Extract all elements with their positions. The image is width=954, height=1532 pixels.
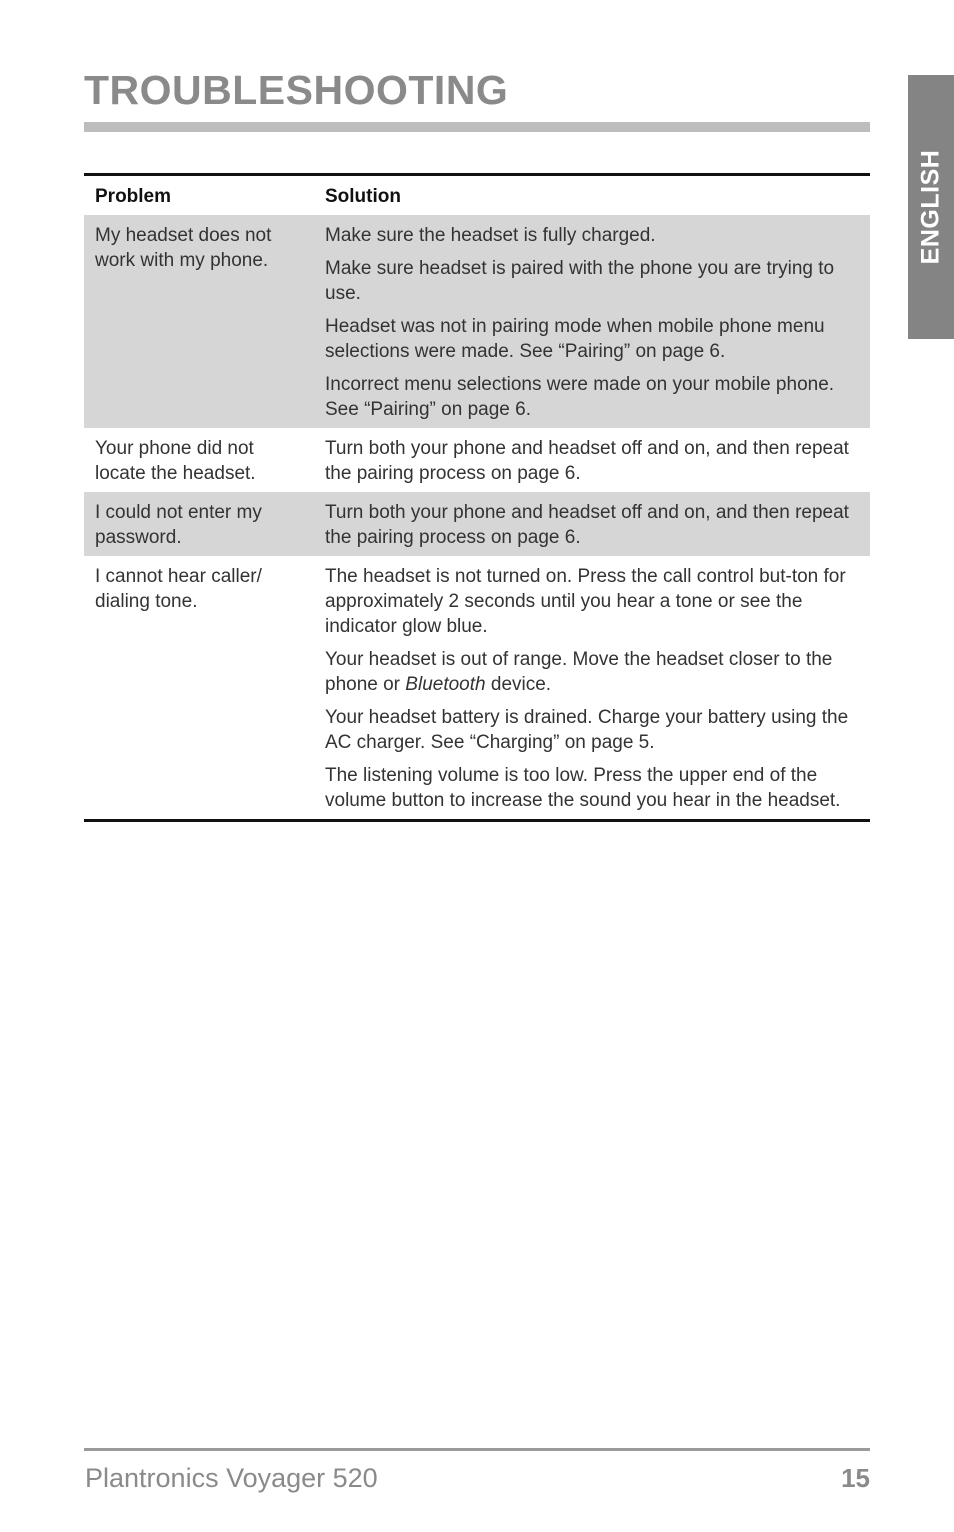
- problem-cell: I cannot hear caller/ dialing tone.: [95, 566, 262, 612]
- page-number: 15: [841, 1463, 870, 1493]
- solution-cell: [314, 428, 870, 492]
- solution-text: The headset is not turned on. Press the call control but-ton for approximately 2 seconds until you hear a tone or see the indicator glow blue.: [325, 566, 846, 637]
- solution-text: [325, 647, 859, 697]
- problem-cell: Your phone did not locate the headset.: [95, 438, 256, 484]
- table-header-row: [84, 175, 870, 216]
- solution-text: Incorrect menu selections were made on your mobile phone. See “Pairing” on page 6.: [325, 374, 835, 420]
- solution-text: The listening volume is too low. Press the upper end of the volume button to increase the sound you hear in the headset.: [325, 765, 841, 811]
- solution-text-part: Your headset is out of range. Move the headset closer to the phone or: [325, 649, 833, 695]
- solution-text-part: device.: [485, 674, 552, 695]
- language-tab-label: ENGLISH: [916, 149, 945, 265]
- title-divider: [84, 122, 870, 132]
- footer-product-name: Plantronics Voyager 520: [85, 1463, 378, 1493]
- solution-text-italic: Bluetooth: [405, 674, 486, 695]
- troubleshooting-table: [84, 173, 870, 822]
- table-body: [84, 215, 870, 821]
- solution-text: Your headset battery is drained. Charge your battery using the AC charger. See “Charging” on page 5.: [325, 707, 849, 753]
- solution-text: Make sure the headset is fully charged.: [325, 225, 656, 246]
- column-header-solution: Solution: [325, 186, 401, 207]
- solution-text: Headset was not in pairing mode when mobile phone menu selections were made. See “Pairing” on page 6.: [325, 316, 825, 362]
- solution-text: Make sure headset is paired with the phone you are trying to use.: [325, 258, 835, 304]
- table-row: [84, 556, 870, 821]
- page-title: TROUBLESHOOTING: [84, 67, 509, 113]
- problem-cell: My headset does not work with my phone.: [84, 215, 314, 428]
- table-row: [84, 428, 870, 492]
- solution-cell: [314, 556, 870, 821]
- column-header-problem: Problem: [95, 186, 172, 207]
- solution-cell: [314, 215, 870, 428]
- footer-divider: [84, 1448, 870, 1451]
- solution-text: Turn both your phone and headset off and on, and then repeat the pairing process on page 6.: [325, 438, 849, 484]
- table-row: [84, 215, 870, 428]
- problem-cell: I could not enter my password.: [84, 492, 314, 556]
- language-tab: [908, 75, 954, 339]
- table-row: [84, 492, 870, 556]
- solution-cell: [314, 492, 870, 556]
- solution-text: Turn both your phone and headset off and on, and then repeat the pairing process on page 6.: [325, 502, 849, 548]
